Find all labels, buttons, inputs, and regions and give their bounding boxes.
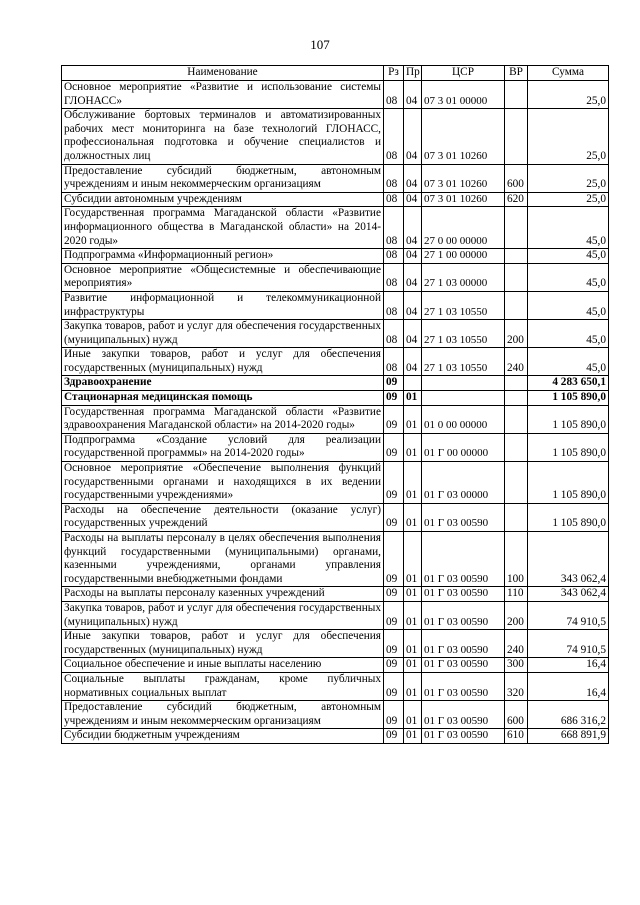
cell-vr: 320	[505, 672, 528, 700]
cell-name: Закупка товаров, работ и услуг для обеспечения государственных (муниципальных) нужд	[62, 320, 384, 348]
cell-rz: 08	[384, 249, 404, 264]
cell-csr: 01 Г 03 00590	[422, 701, 505, 729]
cell-name: Предоставление субсидий бюджетным, автономным учреждениям и иным некоммерческим организациям	[62, 701, 384, 729]
cell-vr	[505, 249, 528, 264]
table-row	[62, 601, 609, 629]
cell-pr: 01	[404, 462, 422, 504]
cell-sum: 343 062,4	[528, 587, 609, 602]
table-body	[62, 81, 609, 744]
cell-rz: 09	[384, 672, 404, 700]
cell-csr: 27 1 03 00000	[422, 263, 505, 291]
cell-csr: 01 Г 03 00590	[422, 601, 505, 629]
cell-pr: 04	[404, 291, 422, 319]
cell-sum: 45,0	[528, 249, 609, 264]
table-row	[62, 192, 609, 207]
cell-csr: 07 3 01 00000	[422, 81, 505, 109]
table-row	[62, 729, 609, 744]
cell-sum: 1 105 890,0	[528, 433, 609, 461]
cell-rz: 08	[384, 81, 404, 109]
cell-rz: 09	[384, 391, 404, 406]
cell-pr: 04	[404, 320, 422, 348]
cell-name: Основное мероприятие «Общесистемные и обеспечивающие мероприятия»	[62, 263, 384, 291]
table-header	[62, 66, 609, 81]
cell-name: Закупка товаров, работ и услуг для обеспечения государственных (муниципальных) нужд	[62, 601, 384, 629]
cell-vr: 610	[505, 729, 528, 744]
table-row	[62, 532, 609, 587]
cell-sum: 16,4	[528, 672, 609, 700]
cell-name: Развитие информационной и телекоммуникационной инфраструктуры	[62, 291, 384, 319]
cell-pr: 04	[404, 263, 422, 291]
cell-csr: 01 Г 03 00590	[422, 587, 505, 602]
cell-sum: 25,0	[528, 109, 609, 164]
cell-csr: 27 1 03 10550	[422, 291, 505, 319]
header-csr: ЦСР	[422, 66, 505, 81]
table-row	[62, 701, 609, 729]
cell-name: Подпрограмма «Создание условий для реализации государственной программы» на 2014-2020 годы»	[62, 433, 384, 461]
cell-sum: 686 316,2	[528, 701, 609, 729]
cell-rz: 08	[384, 109, 404, 164]
cell-name: Расходы на выплаты персоналу казенных учреждений	[62, 587, 384, 602]
table-row	[62, 376, 609, 391]
cell-name: Государственная программа Магаданской области «Развитие здравоохранения Магаданской области» на 2014-2020 годы»	[62, 405, 384, 433]
cell-rz: 08	[384, 348, 404, 376]
cell-sum: 74 910,5	[528, 601, 609, 629]
cell-vr	[505, 462, 528, 504]
table-row	[62, 587, 609, 602]
cell-csr: 27 1 03 10550	[422, 348, 505, 376]
cell-sum: 45,0	[528, 348, 609, 376]
cell-rz: 09	[384, 601, 404, 629]
cell-name: Иные закупки товаров, работ и услуг для обеспечения государственных (муниципальных) нужд	[62, 348, 384, 376]
cell-pr: 04	[404, 109, 422, 164]
table-row	[62, 207, 609, 249]
table-row	[62, 462, 609, 504]
header-vr: ВР	[505, 66, 528, 81]
cell-csr: 27 0 00 00000	[422, 207, 505, 249]
cell-sum: 25,0	[528, 164, 609, 192]
cell-vr	[505, 81, 528, 109]
budget-table	[61, 65, 609, 744]
table-row	[62, 658, 609, 673]
cell-rz: 09	[384, 376, 404, 391]
cell-pr: 04	[404, 81, 422, 109]
cell-csr: 01 0 00 00000	[422, 405, 505, 433]
cell-csr: 01 Г 03 00590	[422, 503, 505, 531]
cell-csr: 01 Г 03 00590	[422, 729, 505, 744]
cell-pr: 01	[404, 587, 422, 602]
cell-sum: 25,0	[528, 81, 609, 109]
cell-sum: 74 910,5	[528, 630, 609, 658]
cell-csr: 07 3 01 10260	[422, 192, 505, 207]
cell-name: Основное мероприятие «Развитие и использование системы ГЛОНАСС»	[62, 81, 384, 109]
table-row	[62, 109, 609, 164]
cell-rz: 08	[384, 207, 404, 249]
header-name: Наименование	[62, 66, 384, 81]
cell-rz: 08	[384, 320, 404, 348]
cell-sum: 16,4	[528, 658, 609, 673]
cell-csr	[422, 376, 505, 391]
table-row	[62, 391, 609, 406]
cell-sum: 4 283 650,1	[528, 376, 609, 391]
cell-pr: 01	[404, 503, 422, 531]
cell-vr: 200	[505, 601, 528, 629]
cell-sum: 45,0	[528, 207, 609, 249]
cell-name: Здравоохранение	[62, 376, 384, 391]
header-sum: Сумма	[528, 66, 609, 81]
cell-sum: 1 105 890,0	[528, 391, 609, 406]
cell-pr: 04	[404, 207, 422, 249]
cell-rz: 08	[384, 192, 404, 207]
cell-sum: 45,0	[528, 320, 609, 348]
cell-name: Подпрограмма «Информационный регион»	[62, 249, 384, 264]
cell-rz: 09	[384, 433, 404, 461]
cell-sum: 45,0	[528, 291, 609, 319]
cell-sum: 343 062,4	[528, 532, 609, 587]
cell-name: Субсидии бюджетным учреждениям	[62, 729, 384, 744]
header-row	[62, 66, 609, 81]
cell-rz: 08	[384, 291, 404, 319]
cell-rz: 09	[384, 462, 404, 504]
cell-pr: 04	[404, 249, 422, 264]
cell-rz: 09	[384, 503, 404, 531]
page-number: 107	[310, 37, 330, 52]
cell-vr	[505, 391, 528, 406]
table-row	[62, 249, 609, 264]
cell-csr: 07 3 01 10260	[422, 109, 505, 164]
cell-vr: 100	[505, 532, 528, 587]
table-row	[62, 672, 609, 700]
cell-pr: 04	[404, 164, 422, 192]
cell-sum: 1 105 890,0	[528, 405, 609, 433]
cell-pr: 01	[404, 658, 422, 673]
cell-csr: 07 3 01 10260	[422, 164, 505, 192]
cell-vr: 110	[505, 587, 528, 602]
cell-name: Основное мероприятие «Обеспечение выполнения функций государственными органами и находящихся в их ведении государственными учреждениями»	[62, 462, 384, 504]
cell-csr: 27 1 00 00000	[422, 249, 505, 264]
cell-csr: 01 Г 03 00000	[422, 462, 505, 504]
cell-vr: 240	[505, 348, 528, 376]
cell-csr: 01 Г 03 00590	[422, 672, 505, 700]
cell-sum: 1 105 890,0	[528, 503, 609, 531]
cell-vr	[505, 405, 528, 433]
cell-vr	[505, 291, 528, 319]
table-row	[62, 291, 609, 319]
cell-vr: 240	[505, 630, 528, 658]
cell-pr: 01	[404, 405, 422, 433]
cell-vr: 600	[505, 164, 528, 192]
cell-sum: 1 105 890,0	[528, 462, 609, 504]
cell-rz: 09	[384, 532, 404, 587]
table-row	[62, 164, 609, 192]
cell-rz: 09	[384, 630, 404, 658]
cell-rz: 09	[384, 405, 404, 433]
cell-sum: 25,0	[528, 192, 609, 207]
cell-rz: 09	[384, 729, 404, 744]
cell-name: Социальные выплаты гражданам, кроме публичных нормативных социальных выплат	[62, 672, 384, 700]
cell-sum: 668 891,9	[528, 729, 609, 744]
cell-vr	[505, 376, 528, 391]
cell-pr: 01	[404, 672, 422, 700]
cell-vr	[505, 503, 528, 531]
cell-name: Расходы на выплаты персоналу в целях обеспечения выполнения функций государственными (муниципальными) органами, казенными учреждениями, органами управления государственными внебюджетными фондами	[62, 532, 384, 587]
cell-vr	[505, 109, 528, 164]
cell-csr: 01 Г 03 00590	[422, 630, 505, 658]
cell-name: Субсидии автономным учреждениям	[62, 192, 384, 207]
table-row	[62, 405, 609, 433]
cell-name: Иные закупки товаров, работ и услуг для обеспечения государственных (муниципальных) нужд	[62, 630, 384, 658]
cell-name: Обслуживание бортовых терминалов и автоматизированных рабочих мест мониторинга на базе технологий ГЛОНАСС, профессиональная подготовка и обучение специалистов и должностных лиц	[62, 109, 384, 164]
cell-vr: 300	[505, 658, 528, 673]
header-pr: Пр	[404, 66, 422, 81]
cell-pr: 01	[404, 701, 422, 729]
cell-pr: 01	[404, 433, 422, 461]
cell-csr: 27 1 03 10550	[422, 320, 505, 348]
cell-name: Расходы на обеспечение деятельности (оказание услуг) государственных учреждений	[62, 503, 384, 531]
table-row	[62, 263, 609, 291]
cell-name: Социальное обеспечение и иные выплаты населению	[62, 658, 384, 673]
table-row	[62, 433, 609, 461]
cell-vr: 200	[505, 320, 528, 348]
cell-pr	[404, 376, 422, 391]
cell-rz: 09	[384, 658, 404, 673]
cell-csr: 01 Г 03 00590	[422, 532, 505, 587]
cell-pr: 01	[404, 601, 422, 629]
cell-pr: 04	[404, 348, 422, 376]
cell-csr	[422, 391, 505, 406]
cell-csr: 01 Г 00 00000	[422, 433, 505, 461]
cell-vr: 600	[505, 701, 528, 729]
cell-pr: 01	[404, 630, 422, 658]
cell-rz: 08	[384, 164, 404, 192]
cell-pr: 04	[404, 192, 422, 207]
cell-csr: 01 Г 03 00590	[422, 658, 505, 673]
header-rz: Рз	[384, 66, 404, 81]
cell-name: Государственная программа Магаданской области «Развитие информационного общества в Магаданской области» на 2014-2020 годы»	[62, 207, 384, 249]
cell-rz: 09	[384, 587, 404, 602]
table-row	[62, 81, 609, 109]
cell-vr: 620	[505, 192, 528, 207]
cell-pr: 01	[404, 532, 422, 587]
cell-vr	[505, 207, 528, 249]
cell-vr	[505, 263, 528, 291]
table-row	[62, 630, 609, 658]
table-row	[62, 320, 609, 348]
cell-sum: 45,0	[528, 263, 609, 291]
cell-rz: 08	[384, 263, 404, 291]
cell-pr: 01	[404, 391, 422, 406]
cell-vr	[505, 433, 528, 461]
cell-rz: 09	[384, 701, 404, 729]
cell-name: Стационарная медицинская помощь	[62, 391, 384, 406]
table-row	[62, 503, 609, 531]
table-row	[62, 348, 609, 376]
cell-pr: 01	[404, 729, 422, 744]
cell-name: Предоставление субсидий бюджетным, автономным учреждениям и иным некоммерческим организациям	[62, 164, 384, 192]
